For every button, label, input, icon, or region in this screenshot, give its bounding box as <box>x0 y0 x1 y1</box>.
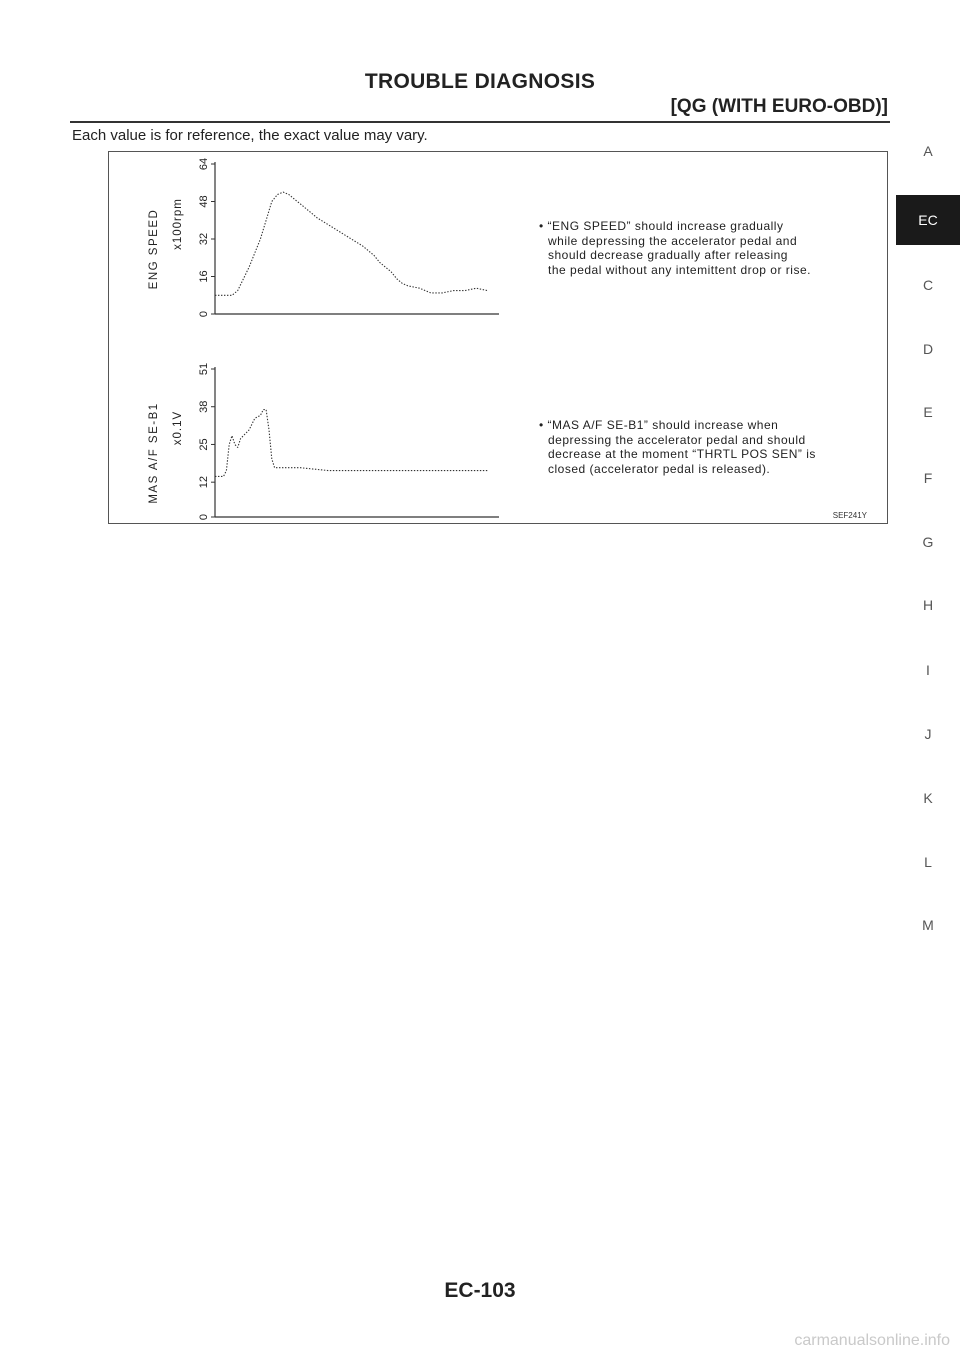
y-tick-label: 25 <box>198 438 210 451</box>
y-tick-label: 16 <box>198 270 210 283</box>
y-tick-label: 38 <box>198 400 210 413</box>
y-tick-label: 12 <box>198 476 210 489</box>
series-line <box>215 410 488 477</box>
index-tab-i[interactable]: I <box>926 662 930 678</box>
y-tick-label: 51 <box>198 362 210 376</box>
index-tab-k[interactable]: K <box>923 790 933 806</box>
y-unit-label: x0.1V <box>172 410 184 446</box>
index-tab-l[interactable]: L <box>924 854 932 870</box>
header-divider <box>70 121 890 123</box>
index-tab-g[interactable]: G <box>922 534 934 550</box>
index-tab-e[interactable]: E <box>923 404 933 420</box>
index-tab-a[interactable]: A <box>923 143 933 159</box>
note-line: • “ENG SPEED” should increase gradually <box>539 219 784 233</box>
note-line: while depressing the accelerator pedal and <box>548 233 798 248</box>
note-eng-speed <box>539 219 811 278</box>
y-tick-label: 64 <box>198 157 210 171</box>
page-number: EC-103 <box>444 1279 516 1302</box>
note-line: depressing the accelerator pedal and should <box>548 432 806 447</box>
index-tab-f[interactable]: F <box>923 470 933 486</box>
note-line: should decrease gradually after releasing <box>548 248 788 263</box>
y-tick-label: 0 <box>198 310 210 318</box>
y-axis-title: MAS A/F SE-B1 <box>148 402 160 504</box>
note-mas-af <box>539 418 816 477</box>
page-title: TROUBLE DIAGNOSIS <box>364 70 596 93</box>
index-tab-j[interactable]: J <box>924 726 932 742</box>
section-code: [QG (WITH EURO-OBD)] <box>670 96 888 117</box>
y-axis-title: ENG SPEED <box>148 208 160 290</box>
y-unit-label: x100rpm <box>172 198 184 250</box>
intro-text: Each value is for reference, the exact value may vary. <box>72 127 428 144</box>
y-tick-label: 32 <box>198 232 210 246</box>
figure-id: SEF241Y <box>832 511 867 520</box>
waveform-figure <box>108 151 888 524</box>
note-line: the pedal without any intemittent drop or rise. <box>548 263 811 278</box>
y-tick-label: 0 <box>198 513 210 521</box>
index-tab-c[interactable]: C <box>922 277 934 293</box>
note-line: • “MAS A/F SE-B1” should increase when <box>539 418 779 432</box>
index-tab-ec[interactable]: EC <box>896 195 960 245</box>
index-tab-m[interactable]: M <box>922 917 934 933</box>
note-line: decrease at the moment “THRTL POS SEN” is <box>548 447 816 462</box>
index-tab-h[interactable]: H <box>922 597 934 613</box>
index-tab-d[interactable]: D <box>922 341 934 357</box>
y-tick-label: 48 <box>198 195 210 208</box>
note-line: closed (accelerator pedal is released). <box>548 462 771 477</box>
series-line <box>215 192 488 295</box>
watermark: carmanualsonline.info <box>794 1332 950 1349</box>
